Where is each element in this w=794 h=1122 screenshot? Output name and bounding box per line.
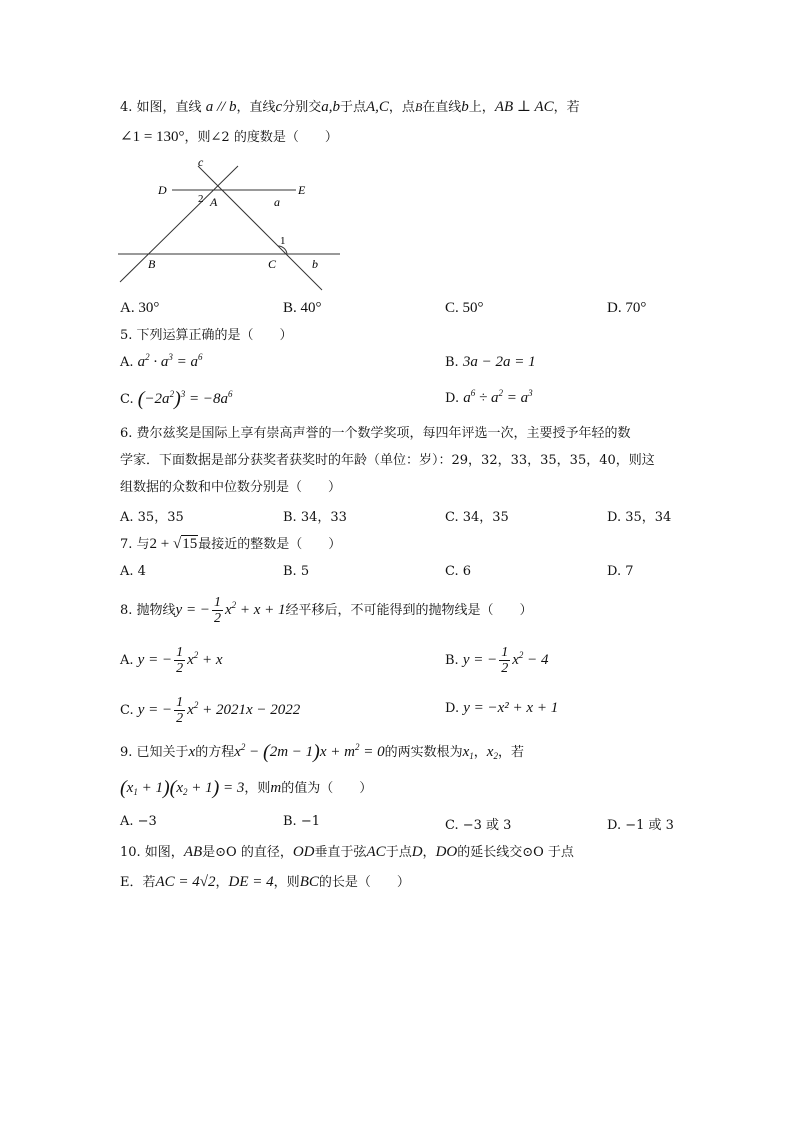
q8-expr-b-rest: − 4 [527,652,549,668]
question-6-line-1: 6. 费尔兹奖是国际上享有崇高声誉的一个数学奖项，每四年评选一次，主要授予年轻的数 [120,426,631,441]
q4-text-h: ，若 [553,100,580,115]
question-4-line-2 [120,127,680,148]
figure-label-b-point: B [148,257,156,271]
q5-option-a[interactable]: A. $a^2 \cdot a^3 = a^6$ [120,352,203,370]
q6-option-c[interactable]: C. 34，35 [445,510,509,525]
q10-text-l2a: E．若 [120,875,156,890]
q9-option-b[interactable]: B. −1 [283,814,320,829]
q5-expr-b: 3a − 2a = 1 [462,354,536,370]
q7-option-d[interactable]: D. 7 [607,564,634,579]
question-6-line-2: 学家．下面数据是部分获奖者获奖时的年龄（单位：岁）：29，32，33，35，35，40，则这 [120,453,655,468]
q10-var-od: OD [292,844,315,860]
figure-label-e: E [298,183,306,197]
q10-var-bc: BC [299,874,319,890]
figure-label-a-line: a [274,195,280,209]
q4-parallel-expr: a // b [205,99,237,115]
q4-text-d: 于点 [339,100,366,115]
q5-label-a: A. [120,355,134,370]
q10-text-f: 的延长线交⊙O 于点 [457,845,574,860]
q10-text-b: 是⊙O 的直径， [202,845,293,860]
q6-option-d[interactable]: D. 35，34 [607,510,672,525]
question-6-line-3: 组数据的众数和中位数分别是（ ） [120,480,342,495]
q5-option-c[interactable]: C. $(-2a^2)^3 = -8a^6$ [120,388,233,410]
q4-text-e: ，点 [388,100,415,115]
question-10-line-1 [120,842,700,863]
q4-var-ab: a,b [321,99,340,115]
q4-option-a[interactable]: A. 30° [120,300,160,316]
q4-text-f: 在直线 [422,100,462,115]
figure-label-1: 1 [280,235,286,247]
figure-label-a-point: A [210,195,218,209]
q4-text-a: 4. 如图，直线 [120,100,202,115]
q10-de-value: DE = 4 [228,874,274,890]
q5-label-b: B. [445,355,459,370]
figure-label-d: D [158,183,167,197]
q9-text-b: 的方程 [195,745,235,760]
q8-expr-d: y = −x² + x + 1 [463,700,559,716]
question-9-line-2: $(x_1 + 1)(x_2 + 1) = 3$，则m的值为（ ） [120,777,373,799]
q10-var-do: DO [435,844,458,860]
q7-option-c[interactable]: C. 6 [445,564,472,579]
q7-prefix: 7. 与 [120,537,150,552]
q4-text-g: 上， [468,100,495,115]
q4-var-c: c [275,99,283,115]
q10-text-l2d: 的长是（ ） [318,875,410,890]
q9-text-l2c: 的值为（ ） [281,781,373,796]
q4-option-d[interactable]: D. 70° [607,300,647,316]
q10-text-c: 垂直于弦 [314,845,367,860]
q8-label-b: B. [445,653,459,668]
q8-option-c[interactable]: C. y = − $\frac{1}{2}$ $x^2 + 2021x - 2022$ [120,695,301,727]
q7-suffix: 最接近的整数是（ ） [198,537,342,552]
q4-text-c: 分别交 [282,100,322,115]
figure-label-c: c [198,155,204,169]
q7-option-b[interactable]: B. 5 [283,564,310,579]
question-8-stem: 8. 抛物线y = − $\frac{1}{2}$ $x^2 + x + 1$经平移后，不可能得到的抛物线是（ ） [120,595,533,627]
q9-text-a: 9. 已知关于 [120,745,189,760]
q8-label-d: D. [445,701,460,716]
q7-option-a[interactable]: A. 4 [120,564,146,579]
q8-expr-a-rest: + x [202,652,223,668]
q9-option-d[interactable]: D. −1 或 3 [607,818,674,833]
figure-label-2: 2 [198,193,204,205]
q8-suffix: 经平移后，不可能得到的抛物线是（ ） [285,603,533,618]
q8-expr-c-rest: + 2021x − 2022 [202,702,301,718]
q10-text-l2c: ，则 [273,875,300,890]
q4-text-line2: ，则∠2 的度数是（ ） [184,130,338,145]
q9-option-a[interactable]: A. −3 [120,814,157,829]
figure-label-c-point: C [268,257,277,271]
q8-label-c: C. [120,703,134,718]
q8-prefix: 8. 抛物线 [120,603,176,618]
q8-option-a[interactable]: A. y = − $\frac{1}{2}$ $x^2 + x$ [120,645,223,677]
q4-points-ac: A,C [366,99,389,115]
q8-label-a: A. [120,653,134,668]
q10-var-d: D [411,844,423,860]
q10-var-ab: AB [183,844,203,860]
q10-ac-value: AC = 4√2 [155,874,216,890]
q6-option-b[interactable]: B. 34，33 [283,510,347,525]
q4-perp-expr: AB ⊥ AC [494,99,554,115]
q4-line-b: b [461,99,469,115]
question-4-line-1 [120,97,680,118]
q8-option-d[interactable] [445,700,558,717]
question-7-stem: 7. 与2 + √15最接近的整数是（ ） [120,536,342,552]
q5-option-b[interactable] [445,354,536,371]
q9-text-c: 的两实数根为 [384,745,463,760]
q4-figure [118,154,344,294]
q4-text-b: ，直线 [236,100,276,115]
q4-point-b: B [414,100,423,114]
q8-stem-rest: x + 1 [253,602,286,618]
q8-option-b[interactable]: B. y = − $\frac{1}{2}$ $x^2 - 4$ [445,645,549,677]
figure-label-b-line: b [312,257,318,271]
q4-option-c[interactable]: C. 50° [445,300,484,316]
q10-text-d: 于点 [385,845,412,860]
q4-option-b[interactable]: B. 40° [283,300,322,316]
question-10-line-2 [120,872,680,893]
q10-text-a: 10. 如图， [120,845,184,860]
q9-text-l2b: ，则 [244,781,271,796]
question-5-stem: 5. 下列运算正确的是（ ） [120,328,293,343]
q5-expr-c-rhs: = −8a [188,391,228,407]
q4-angle-expr: ∠1 = 130° [120,129,185,145]
q6-option-a[interactable]: A. 35，35 [120,510,184,525]
question-9-line-1: 9. 已知关于x的方程$x^2 - (2m - 1)x + m^2 = 0$的两实数根为$x_1$，$x_2$，若 [120,741,524,763]
q9-text-d: ，若 [497,745,524,760]
q5-option-d[interactable]: D. $a^6 \div a^2 = a^3$ [445,388,533,406]
q10-var-ac: AC [366,844,386,860]
figure-line-ab [120,166,238,282]
q9-option-c[interactable]: C. −3 或 3 [445,818,512,833]
q10-text-e: ， [422,845,436,860]
q5-label-d: D. [445,391,460,406]
q10-text-l2b: ， [215,875,229,890]
q5-label-c: C. [120,392,134,407]
